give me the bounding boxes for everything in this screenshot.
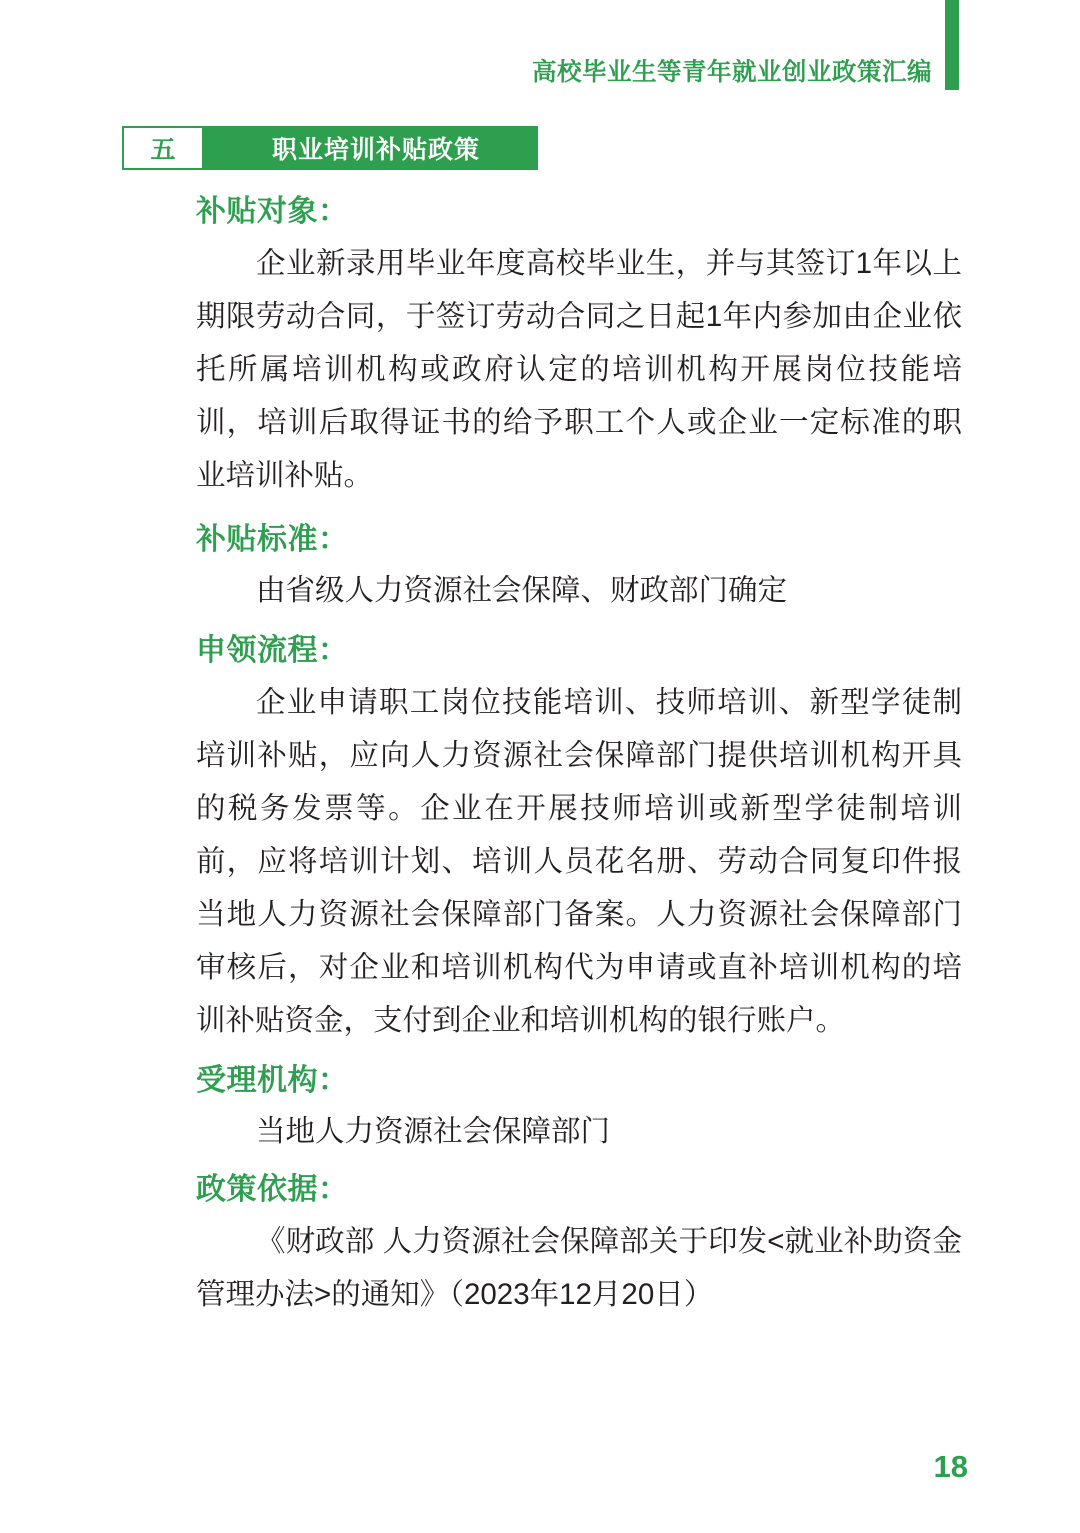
paragraph-application-process: 企业申请职工岗位技能培训、技师培训、新型学徒制培训补贴，应向人力资源社会保障部门提供培训机构开具的税务发票等。企业在开展技师培训或新型学徒制培训前，应将培训计划、培训人员花名册、劳动合同复印件报当地人力资源社会保障部门备案。人力资源社会保障部门审核后，对企业和培训机构代为申请或直补培训机构的培训补贴资金，支付到企业和培训机构的银行账户。: [196, 685, 962, 1037]
section-heading: [122, 126, 538, 170]
paragraph-handling-agency: 当地人力资源社会保障部门: [256, 1115, 611, 1148]
header-accent-bar: [945, 0, 959, 90]
subheading-subsidy-standard: 补贴标准：: [196, 522, 349, 556]
page-header: [0, 0, 1080, 100]
paragraph-subsidy-standard: 由省级人力资源社会保障、财政部门确定: [256, 574, 788, 607]
spacer: [196, 1158, 962, 1170]
page-content: [196, 192, 962, 1321]
spacer: [196, 502, 962, 520]
subheading-application-process: 申领流程：: [196, 634, 349, 667]
subheading-policy-basis: 政策依据：: [196, 1173, 349, 1206]
paragraph-subsidy-target: 企业新录用毕业年度高校毕业生，并与其签订1年以上期限劳动合同，于签订劳动合同之日起1年内参加由企业依托所属培训机构或政府认定的培训机构开展岗位技能培训，培训后取得证书的给予职工个人或企业一定标准的职业培训补贴。: [196, 246, 962, 492]
paragraph-policy-basis: 《财政部 人力资源社会保障部关于印发<就业补助资金管理办法>的通知》（2023年12月20日）: [196, 1224, 962, 1311]
spacer: [196, 1047, 962, 1061]
section-number: 五: [122, 126, 204, 170]
running-title: 高校毕业生等青年就业创业政策汇编: [532, 59, 932, 86]
subheading-subsidy-target: 补贴对象：: [196, 195, 349, 228]
page-number: 18: [933, 1449, 968, 1484]
section-title: 职业培训补贴政策: [204, 126, 538, 170]
spacer: [196, 617, 962, 631]
subheading-handling-agency: 受理机构：: [196, 1063, 349, 1097]
